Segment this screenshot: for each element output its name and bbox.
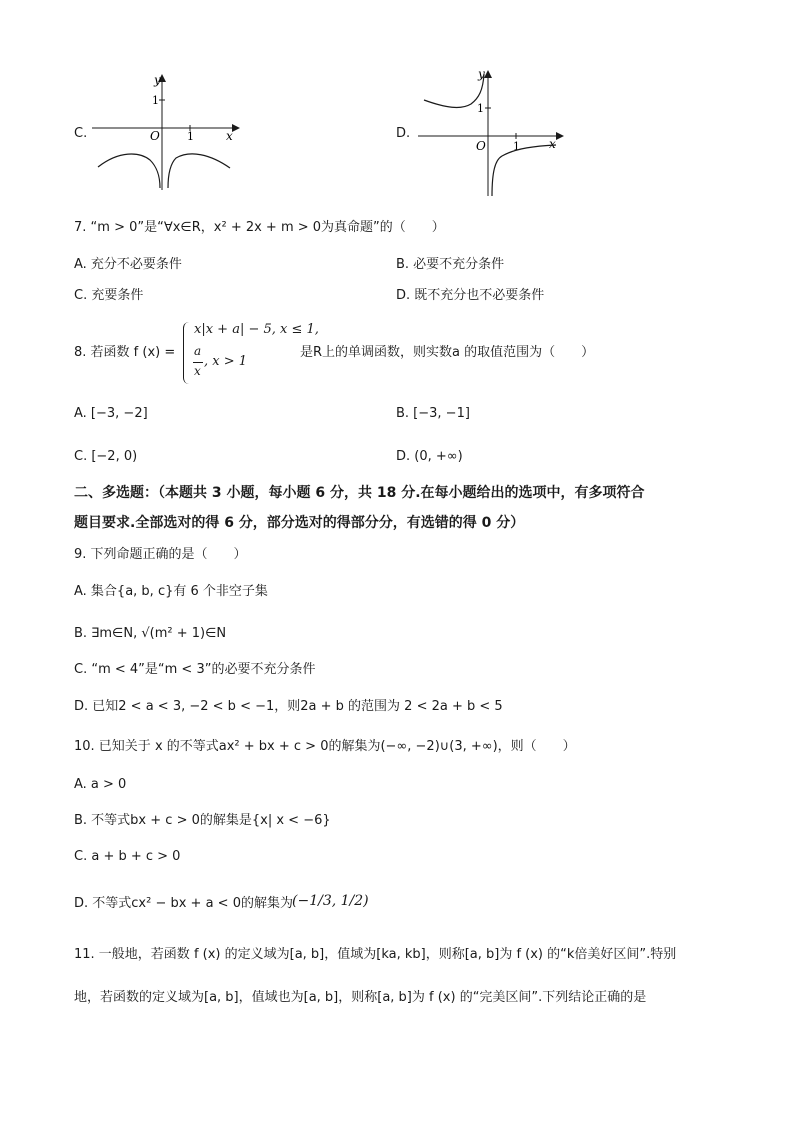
q8-prefix: 8. 若函数 f (x) = (74, 345, 176, 360)
graph-c-left-branch (98, 154, 160, 188)
q7-option-c: C. 充要条件 (74, 288, 144, 303)
graph-d-y-label: y (478, 67, 485, 81)
graph-d-x-tick: 1 (513, 140, 520, 153)
q9-option-d: D. 已知2 < a < 3, −2 < b < −1，则2a + b 的范围为 2 < 2a + b < 5 (74, 699, 503, 714)
q10-option-d-prefix: D. 不等式cx² − bx + a < 0的解集为 (74, 896, 293, 911)
graph-c-x-tick: 1 (187, 130, 194, 143)
graph-d-y-tick: 1 (477, 102, 484, 115)
graph-c-x-label: x (226, 129, 233, 143)
graph-d-left-branch (424, 74, 484, 107)
q8-piece-1: x|x + a| − 5, x ≤ 1, (194, 322, 319, 337)
section-2-heading-line-2: 题目要求.全部选对的得 6 分，部分选对的得部分分，有选错的得 0 分） (74, 515, 525, 531)
graph-d-right-branch (492, 145, 556, 196)
q9-option-c: C. “m < 4”是“m < 3”的必要不充分条件 (74, 662, 316, 677)
q10-stem: 10. 已知关于 x 的不等式ax² + bx + c > 0的解集为(−∞, −2)∪(3, +∞)，则（ ） (74, 739, 576, 754)
graph-c-y-tick: 1 (152, 94, 159, 107)
q8-piece-2-denominator: x (194, 364, 201, 378)
graph-d-x-label: x (549, 137, 556, 151)
q6-option-c-label: C. (74, 126, 88, 141)
q11-line-2: 地，若函数的定义域为[a, b]，值域也为[a, b]，则称[a, b]为 f (x) 的“完美区间”.下列结论正确的是 (74, 990, 647, 1005)
q8-piece-2-condition: , x > 1 (204, 354, 248, 369)
graph-c-y-label: y (154, 73, 161, 87)
q8-piecewise-brace (183, 322, 192, 384)
graph-c-origin: O (150, 129, 160, 143)
q10-option-a: A. a > 0 (74, 777, 127, 792)
q6-option-d-label: D. (396, 126, 411, 141)
q8-piece-2-numerator: a (194, 344, 202, 358)
q10-option-b: B. 不等式bx + c > 0的解集是{x| x < −6} (74, 813, 331, 828)
q8-option-d: D. (0, +∞) (396, 449, 463, 464)
q9-option-b: B. ∃m∈N, √(m² + 1)∈N (74, 626, 227, 641)
section-2-heading-line-1: 二、多选题：（本题共 3 小题，每小题 6 分，共 18 分.在每小题给出的选项中，有多项符合 (74, 485, 645, 501)
graph-c-right-branch (168, 154, 230, 188)
q8-option-a: A. [−3, −2] (74, 406, 148, 421)
q6-graph-c (90, 70, 240, 195)
q7-option-b: B. 必要不充分条件 (396, 257, 505, 272)
graph-d-origin: O (476, 139, 486, 153)
q8-fraction-bar (193, 362, 203, 363)
q8-option-c: C. [−2, 0) (74, 449, 138, 464)
q9-stem: 9. 下列命题正确的是（ ） (74, 547, 247, 562)
q7-option-a: A. 充分不必要条件 (74, 257, 182, 272)
q9-option-a: A. 集合{a, b, c}有 6 个非空子集 (74, 584, 268, 599)
q11-line-1: 11. 一般地，若函数 f (x) 的定义域为[a, b]，值域为[ka, kb]，则称[a, b]为 f (x) 的“k倍美好区间”.特别 (74, 947, 677, 962)
q10-option-d-interval: (−1/3, 1/2) (292, 893, 369, 909)
q8-suffix: 是R上的单调函数，则实数a 的取值范围为（ ） (300, 345, 595, 360)
q7-option-d: D. 既不充分也不必要条件 (396, 288, 545, 303)
q8-option-b: B. [−3, −1] (396, 406, 470, 421)
q10-option-c: C. a + b + c > 0 (74, 849, 181, 864)
q7-stem: 7. “m > 0”是“∀x∈R，x² + 2x + m > 0为真命题”的（ ） (74, 220, 445, 235)
q6-graph-d (416, 62, 566, 202)
